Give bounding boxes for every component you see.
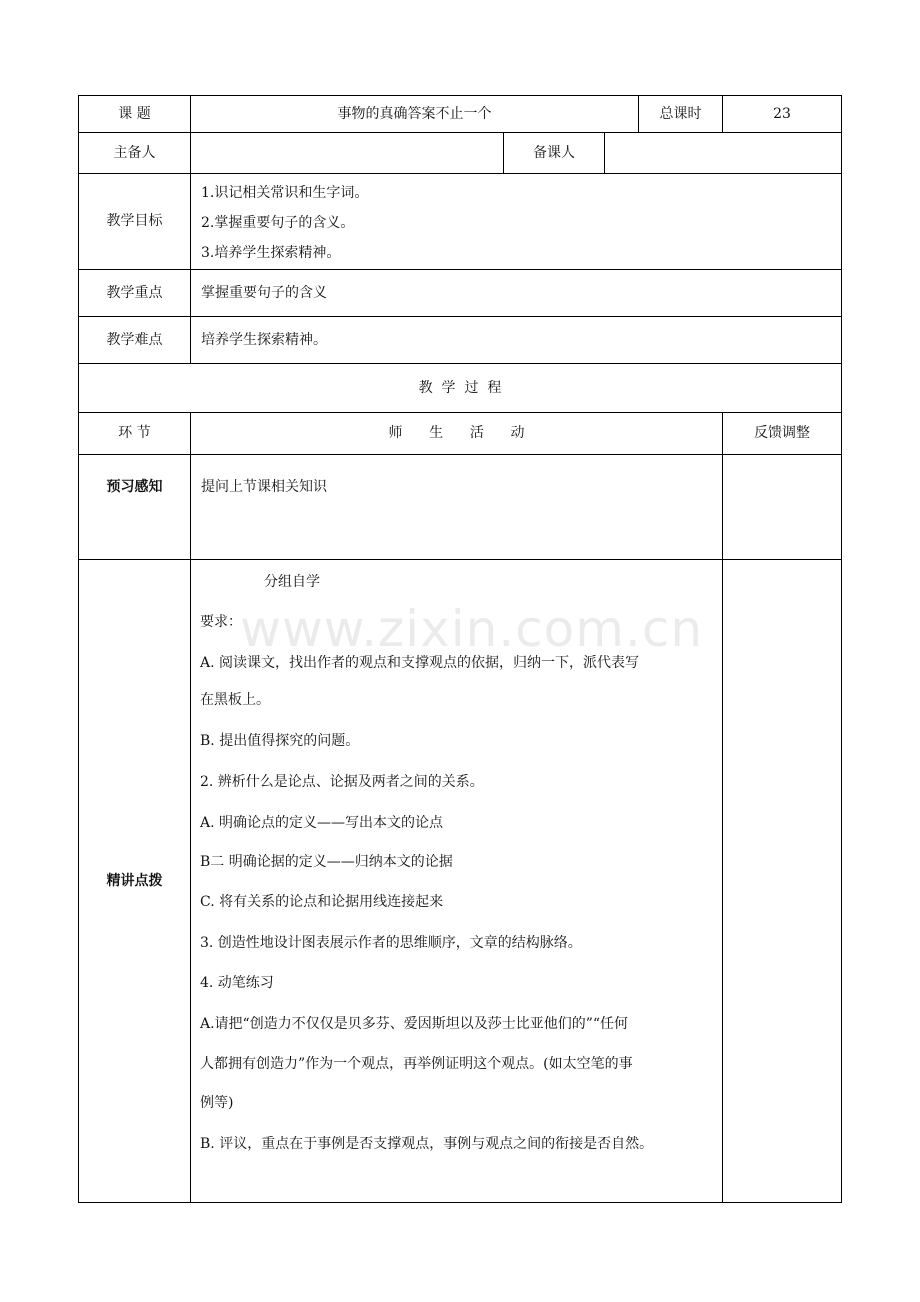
process-title: 教 学 过 程 [78,363,842,413]
difficulty-label: 教学难点 [78,316,191,364]
watermark-text: www.zixin.com.cn [240,600,704,658]
lecture-line: B. 提出值得探究的问题。 [200,733,360,749]
col-activity-header: 师 生 活 动 [190,412,723,455]
lecture-line: 在黑板上。 [200,692,270,708]
lecture-line: 例等) [200,1095,234,1111]
preview-label: 预习感知 [78,454,191,560]
lecture-line: 3. 创造性地设计图表展示作者的思维顺序，文章的结构脉络。 [200,935,582,951]
lecture-line: C. 将有关系的论点和论据用线连接起来 [200,894,444,910]
lecture-line: 4. 动笔练习 [200,975,274,991]
lecture-line: 2. 辨析什么是论点、论据及两者之间的关系。 [200,774,484,790]
total-hours-value: 23 [722,95,842,133]
col-feedback-header: 反馈调整 [722,412,842,455]
preparer-value [190,132,504,174]
key-point-label: 教学重点 [78,269,191,317]
goals-list [190,173,842,270]
goals-label: 教学目标 [78,173,191,270]
co-preparer-value [604,132,842,174]
key-point-value: 掌握重要句子的含义 [190,269,842,317]
lecture-line: A.请把“创造力不仅仅是贝多芬、爱因斯坦以及莎士比亚他们的”“任何 [200,1016,629,1032]
topic-label: 课 题 [78,95,191,133]
lecture-line: A. 阅读课文，找出作者的观点和支撑观点的依据，归纳一下，派代表写 [200,655,640,671]
co-preparer-label: 备课人 [503,132,605,174]
preview-feedback [722,454,842,560]
lecture-feedback [722,559,842,1203]
lecture-line: 人都拥有创造力”作为一个观点，再举例证明这个观点。(如太空笔的事 [200,1056,633,1072]
total-hours-label: 总课时 [638,95,723,133]
lecture-label: 精讲点拨 [78,559,191,1203]
preparer-label: 主备人 [78,132,191,174]
lecture-line: B. 评议，重点在于事例是否支撑观点，事例与观点之间的衔接是否自然。 [200,1136,654,1152]
lecture-line: 要求： [200,614,242,630]
lecture-line: A. 明确论点的定义——写出本文的论点 [200,815,444,831]
difficulty-value: 培养学生探索精神。 [190,316,842,364]
preview-content: 提问上节课相关知识 [190,454,723,560]
lecture-line: B二 明确论据的定义——归纳本文的论据 [200,854,453,870]
goal-item: 3.培养学生探索精神。 [201,245,341,261]
col-stage-header: 环 节 [78,412,191,455]
goal-item: 1.识记相关常识和生字词。 [201,185,369,201]
topic-value: 事物的真确答案不止一个 [190,95,639,133]
lecture-line: 分组自学 [264,574,320,590]
goal-item: 2.掌握重要句子的含义。 [201,215,355,231]
